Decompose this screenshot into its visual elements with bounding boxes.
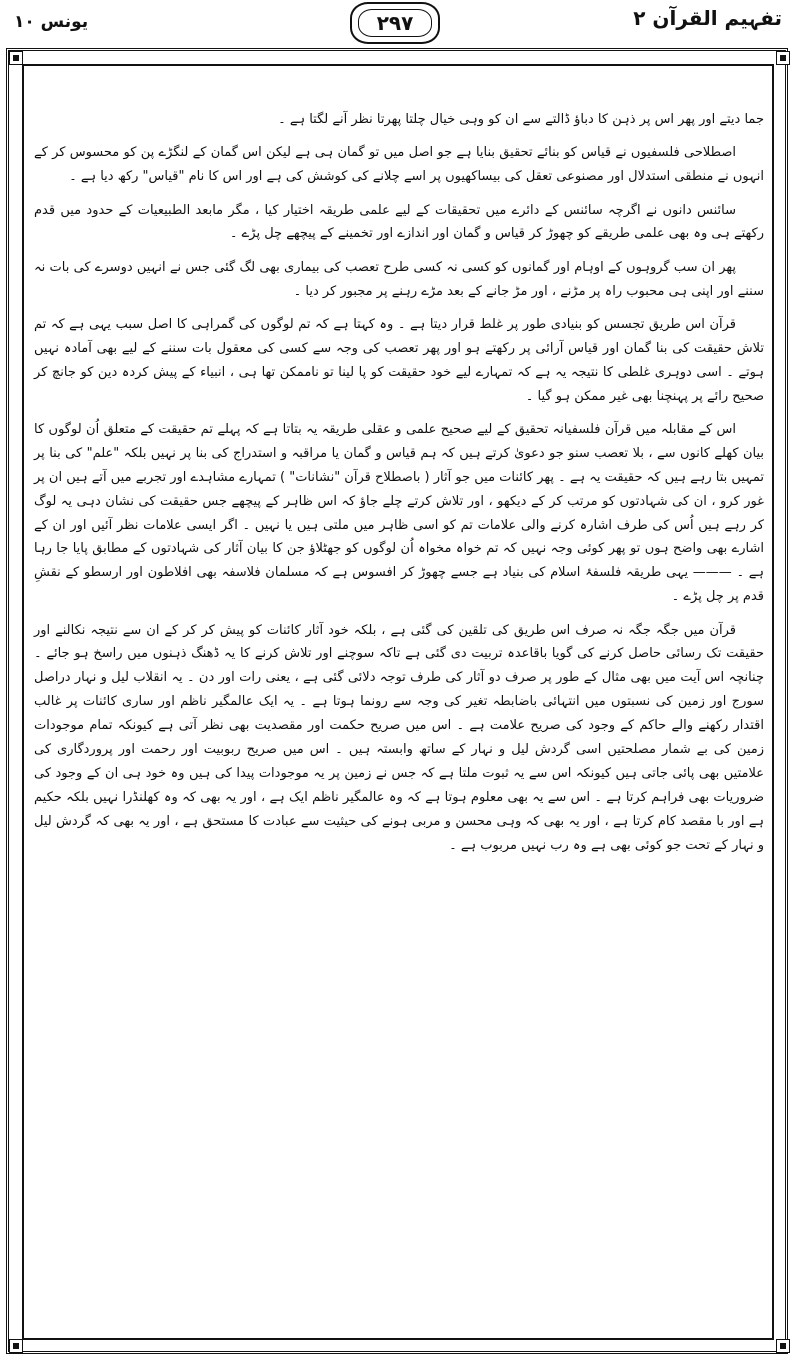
paragraph: قرآن میں جگہ جگہ نہ صرف اس طریق کی تلقین کی گئی ہے ، بلکہ خود آثار کائنات کو پیش کر کر کے ان سے نتیجہ نکالنے اور حقیقت تک رسائی حاصل کرنے کی گویا باقاعدہ تربیت دی گئی ہے تاکہ سوچنے اور تلاش کرنے کا یہ ڈھنگ ذہنوں میں راسخ ہو جائے ۔ چنانچہ اس آیت میں بھی مثال کے طور پر صرف دو آثار کی طرف توجہ دلائی گئی ہے ، یعنی رات اور دن ۔ یہ انقلاب لیل و نہار دراصل سورج اور زمین کی نسبتوں میں انتہائی باضابطہ تغیر کی وجہ سے رونما ہوتا ہے ۔ یہ ایک عالمگیر ناظم اور ساری کائنات پر غالب اقتدار رکھنے والے حاکم کے وجود کی صریح علامت ہے ۔ اس میں صریح حکمت اور مقصدیت بھی نظر آتی ہے کیونکہ تمام موجودات زمین کی بے شمار مصلحتیں اسی گردش لیل و نہار کے ساتھ وابستہ ہیں ۔ اس میں صریح ربوبیت اور رحمت اور پروردگاری کی علامتیں بھی پائی جاتی ہیں کیونکہ اس سے یہ ثبوت ملتا ہے کہ جس نے زمین پر یہ موجودات پیدا کی ہیں وہ خود ہی ان کے وجود کی ضروریات بھی فراہم کرتا ہے ۔ اس سے یہ بھی معلوم ہوتا ہے کہ وہ عالمگیر ناظم ایک ہے ، اور یہ بھی کہ وہ کھلنڈرا نہیں بلکہ حکیم ہے اور با مقصد کام کرتا ہے ، اور یہ بھی کہ وہی محسن و مربی ہونے کی حیثیت سے عبادت کا مستحق ہے ، اور یہ بھی کہ گردش لیل و نہار کے تحت جو کوئی بھی ہے وہ رب نہیں مربوب ہے ۔	[34, 622, 764, 853]
paragraph: قرآن اس طریق تجسس کو بنیادی طور پر غلط قرار دیتا ہے ۔ وہ کہتا ہے کہ تم لوگوں کی گمراہی کا اصل سبب یہی ہے کہ تم تلاش حقیقت کی بنا گمان اور قیاس آرائی پر رکھتے ہو اور پھر تعصب کی وجہ سے کسی کی معقول بات سننے کے لیے بھی آمادہ نہیں ہوتے ۔ اسی دوہری غلطی کا نتیجہ یہ ہے کہ تمہارے لیے خود حقیقت کو پا لینا تو ناممکن تھا ہی ، انبیاء کے پیش کردہ دین کو جانچ کر صحیح رائے پر پہنچنا بھی غیر ممکن ہو گیا ۔	[34, 316, 764, 404]
paragraph: پھر ان سب گروہوں کے اوہام اور گمانوں کو کسی نہ کسی طرح تعصب کی بیماری بھی لگ گئی جس نے انہیں دوسرے کی بات نہ سننے اور اپنی ہی محبوب راہ پر مڑنے ، اور مڑ جانے کے بعد مڑے رہنے پر مجبور کر دیا ۔	[34, 259, 764, 299]
paragraph: اس کے مقابلہ میں قرآن فلسفیانہ تحقیق کے لیے صحیح علمی و عقلی طریقہ یہ بتاتا ہے کہ پہلے تم حقیقت کے متعلق اُن لوگوں کا بیان کھلے کانوں سے ، بلا تعصب سنو جو دعویٰ کرتے ہیں کہ ہم قیاس و گمان یا مراقبہ و استدراج کی بنا پر نہیں بلکہ "علم" کی بنا پر تمہیں بتا رہے ہیں کہ حقیقت یہ ہے ۔ پھر کائنات میں جو آثار ( باصطلاح قرآن "نشانات" ) تمہارے مشاہدے اور تجربے میں آتے ہیں ان پر غور کرو ، ان کی شہادتوں کو مرتب کر کے دیکھو ، اور تلاش کرتے چلے جاؤ کہ اس ظاہر کے پیچھے جس حقیقت کی نشان دہی یہ لوگ کر رہے ہیں اُس کی طرف اشارہ کرنے والی علامات تم کو اسی ظاہر میں ملتی ہیں یا نہیں ۔ اگر ایسی علامات نظر آئیں اور ان کے اشارے بھی واضح ہوں تو پھر کوئی وجہ نہیں کہ تم خواہ مخواہ اُن لوگوں کو جھٹلاؤ جن کا بیان آثار کی شہادتوں کے مطابق پایا جا رہا ہے ۔ ——— یہی طریقہ فلسفۂ اسلام کی بنیاد ہے جسے چھوڑ کر افسوس ہے کہ مسلمان فلاسفہ بھی افلاطون اور ارسطو کے نقشِ قدم پر چل پڑے ۔	[34, 421, 764, 605]
page-number: ۲۹۷	[350, 2, 440, 44]
corner-ornament	[9, 51, 23, 65]
corner-ornament	[9, 1339, 23, 1353]
surah-reference: یونس ۱۰	[14, 12, 89, 32]
book-title: تفہیم القرآن ۲	[633, 6, 782, 30]
corner-ornament	[776, 51, 790, 65]
paragraph: سائنس دانوں نے اگرچہ سائنس کے دائرے میں تحقیقات کے لیے علمی طریقہ اختیار کیا ، مگر مابعد الطبیعیات کے حدود میں قدم رکھتے ہی وہ بھی علمی طریقے کو چھوڑ کر قیاس و گمان اور اندازے اور تخمینے کے پیچھے چل پڑے ۔	[34, 202, 764, 242]
page-header	[0, 0, 800, 44]
corner-ornament	[776, 1339, 790, 1353]
paragraph: اصطلاحی فلسفیوں نے قیاس کو بنائے تحقیق بنایا ہے جو اصل میں تو گمان ہی ہے لیکن اس گمان کے لنگڑے پن کو محسوس کر کے انہوں نے منطقی استدلال اور مصنوعی تعقل کی بیساکھیوں پر اسے چلانے کی کوشش کی ہے اور اس کا نام "قیاس" رکھ دیا ہے ۔	[34, 145, 764, 185]
paragraph: جما دیتے اور پھر اس پر ذہن کا دباؤ ڈالتے سے ان کو وہی خیال چلتا پھرتا نظر آنے لگتا ہے ۔	[278, 112, 764, 127]
body-text	[34, 108, 764, 1334]
